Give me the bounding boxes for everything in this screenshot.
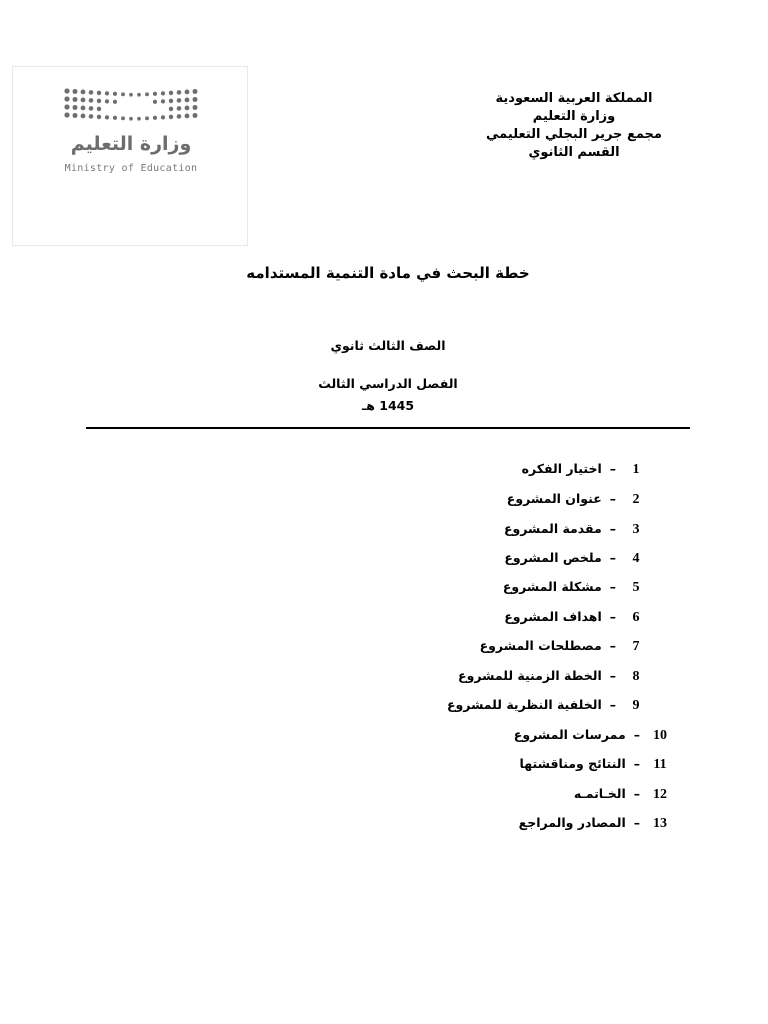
item-number: 1 — [632, 462, 640, 477]
logo-dot — [185, 114, 190, 119]
item-separator: – — [633, 756, 640, 771]
item-label: الخـاتمـه — [573, 786, 626, 801]
logo-dot — [121, 116, 125, 120]
item-separator: – — [609, 697, 616, 712]
logo-dot — [137, 93, 141, 97]
item-label: مصطلحات المشروع — [479, 638, 602, 653]
logo-dot — [72, 97, 77, 102]
logo-dot — [81, 114, 86, 119]
ministry-logo — [12, 66, 248, 246]
logo-dot — [97, 107, 101, 111]
item-separator: – — [609, 550, 616, 565]
logo-dot — [145, 92, 149, 96]
logo-dot — [72, 113, 77, 118]
logo-dot — [137, 117, 141, 121]
logo-english-name: Ministry of Education — [64, 163, 198, 174]
header-kingdom: المملكة العربية السعودية — [495, 91, 653, 106]
item-number: 3 — [632, 522, 640, 537]
logo-dot — [177, 106, 182, 111]
logo-dot — [185, 90, 190, 95]
logo-dot — [192, 97, 197, 102]
item-label: عنوان المشروع — [506, 491, 602, 506]
list-item — [480, 635, 648, 657]
hijri-year: 1445 هـ — [361, 398, 415, 413]
header-department: القسم الثانوي — [528, 145, 620, 160]
logo-dot — [192, 89, 197, 94]
logo-dot — [113, 100, 117, 104]
list-item — [504, 518, 648, 540]
logo-dot — [161, 91, 165, 95]
logo-dot — [89, 114, 94, 119]
list-item — [458, 665, 648, 687]
list-item — [519, 812, 672, 834]
item-separator: – — [609, 491, 616, 506]
list-item — [503, 576, 648, 598]
item-label: الخطة الزمنية للمشروع — [458, 668, 602, 683]
logo-dot — [161, 99, 165, 103]
list-item — [504, 547, 648, 569]
item-label: اهداف المشروع — [504, 609, 602, 624]
item-number: 13 — [653, 816, 667, 831]
item-separator: – — [609, 521, 616, 536]
item-label: ملخص المشروع — [504, 550, 602, 565]
logo-dot — [121, 92, 125, 96]
item-number: 7 — [632, 639, 640, 654]
logo-dot — [105, 99, 109, 103]
list-item — [514, 724, 672, 746]
logo-dot — [72, 105, 77, 110]
logo-dot — [145, 116, 149, 120]
item-label: المصادر والمراجع — [518, 815, 626, 830]
item-number: 10 — [653, 728, 667, 743]
logo-dot — [129, 117, 133, 121]
logo-dot — [72, 89, 77, 94]
logo-dot — [177, 90, 182, 95]
item-label: الخلفية النظرية للمشروع — [446, 697, 602, 712]
item-separator: – — [609, 461, 616, 476]
item-separator: – — [609, 579, 616, 594]
logo-dot — [153, 92, 157, 96]
item-number: 4 — [632, 551, 640, 566]
item-number: 8 — [632, 669, 640, 684]
item-number: 11 — [653, 757, 667, 772]
item-separator: – — [633, 786, 640, 801]
item-number: 5 — [632, 580, 640, 595]
logo-dot — [97, 91, 101, 95]
logo-dot — [192, 113, 197, 118]
logo-dot — [177, 114, 182, 119]
logo-dot — [113, 116, 117, 120]
item-label: مقدمة المشروع — [503, 521, 602, 536]
list-item — [522, 458, 648, 480]
logo-arabic-name: وزارة التعليم — [70, 133, 192, 155]
logo-dot — [89, 106, 94, 111]
header-ministry: وزارة التعليم — [532, 109, 616, 124]
list-item — [574, 783, 672, 805]
logo-dot — [169, 115, 173, 119]
logo-dot — [185, 106, 190, 111]
logo-dots-graphic — [63, 87, 199, 127]
list-item — [507, 488, 648, 510]
item-label: النتائج ومناقشتها — [519, 756, 626, 771]
logo-dot — [89, 98, 94, 103]
logo-dot — [129, 93, 133, 97]
logo-dot — [64, 96, 69, 101]
logo-dot — [169, 91, 173, 95]
item-number: 2 — [632, 492, 640, 507]
logo-dot — [177, 98, 182, 103]
list-item — [504, 606, 648, 628]
logo-dot — [169, 99, 173, 103]
logo-dot — [153, 100, 157, 104]
logo-dot — [64, 88, 69, 93]
logo-dot — [81, 98, 86, 103]
item-separator: – — [633, 815, 640, 830]
logo-dot — [105, 115, 109, 119]
logo-dot — [97, 99, 101, 103]
logo-dot — [89, 90, 94, 95]
item-separator: – — [633, 727, 640, 742]
header-school: مجمع جرير البجلي التعليمي — [486, 127, 662, 142]
logo-dot — [64, 112, 69, 117]
item-label: اختيار الفكره — [521, 461, 602, 476]
semester: الفصل الدراسي الثالث — [318, 376, 458, 391]
logo-dot — [81, 106, 86, 111]
item-label: مشكلة المشروع — [502, 579, 602, 594]
item-number: 6 — [632, 610, 640, 625]
logo-dot — [97, 115, 101, 119]
grade-level: الصف الثالث ثانوي — [330, 338, 446, 353]
logo-dot — [105, 91, 109, 95]
item-separator: – — [609, 638, 616, 653]
item-number: 9 — [632, 698, 640, 713]
logo-dot — [192, 105, 197, 110]
divider-line — [86, 427, 690, 429]
item-separator: – — [609, 668, 616, 683]
logo-dot — [185, 98, 190, 103]
logo-dot — [169, 107, 173, 111]
item-number: 12 — [653, 787, 667, 802]
item-label: ممرسات المشروع — [513, 727, 626, 742]
logo-dot — [81, 90, 86, 95]
logo-dot — [153, 116, 157, 120]
item-separator: – — [609, 609, 616, 624]
logo-dot — [64, 104, 69, 109]
school-header — [444, 90, 704, 162]
logo-dot — [161, 115, 165, 119]
plan-title: خطة البحث في مادة التنمية المستدامه — [246, 264, 530, 282]
list-item — [520, 753, 672, 775]
logo-dot — [113, 92, 117, 96]
list-item — [447, 694, 648, 716]
